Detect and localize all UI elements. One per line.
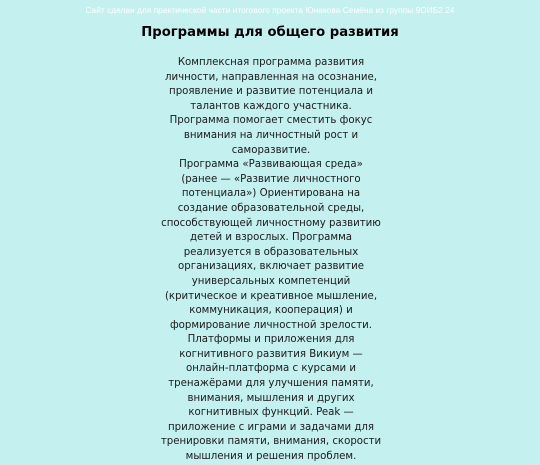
paragraph-cognitive-platforms: Платформы и приложения для когнитивного развития Викиум — онлайн-платформа с курсами и тренажёрами для улучшения памяти, внимания, мышления и других когнитивных функций. Peak — приложение с играми и задачами для тренировки памяти, внимания, скорости мышления и решения проблем. — [160, 334, 382, 463]
article-body — [160, 56, 382, 465]
paragraph-intro: Комплексная программа развития личности, направленная на осознание, проявление и развитие потенциала и талантов каждого участника. Программа помогает сместить фокус внимания на личностный рост и саморазвитие. — [165, 57, 377, 156]
site-credit-note: Сайт сделан для практической части итогового проекта Юнакова Семёна из группы 9ОИБ2.24 — [85, 6, 455, 15]
paragraph-developing-environment: Программа «Развивающая среда» (ранее — «Развитие личностного потенциала») Ориентирована на создание образовательной среды, способствующей личностному развитию детей и взрослых. Программа реализуется в образовательных организациях, включает развитие универсальных компетенций (критическое и креативное мышление, коммуникация, кооперация) и формирование личностной зрелости. — [161, 159, 381, 331]
page-title: Программы для общего развития — [141, 25, 399, 40]
